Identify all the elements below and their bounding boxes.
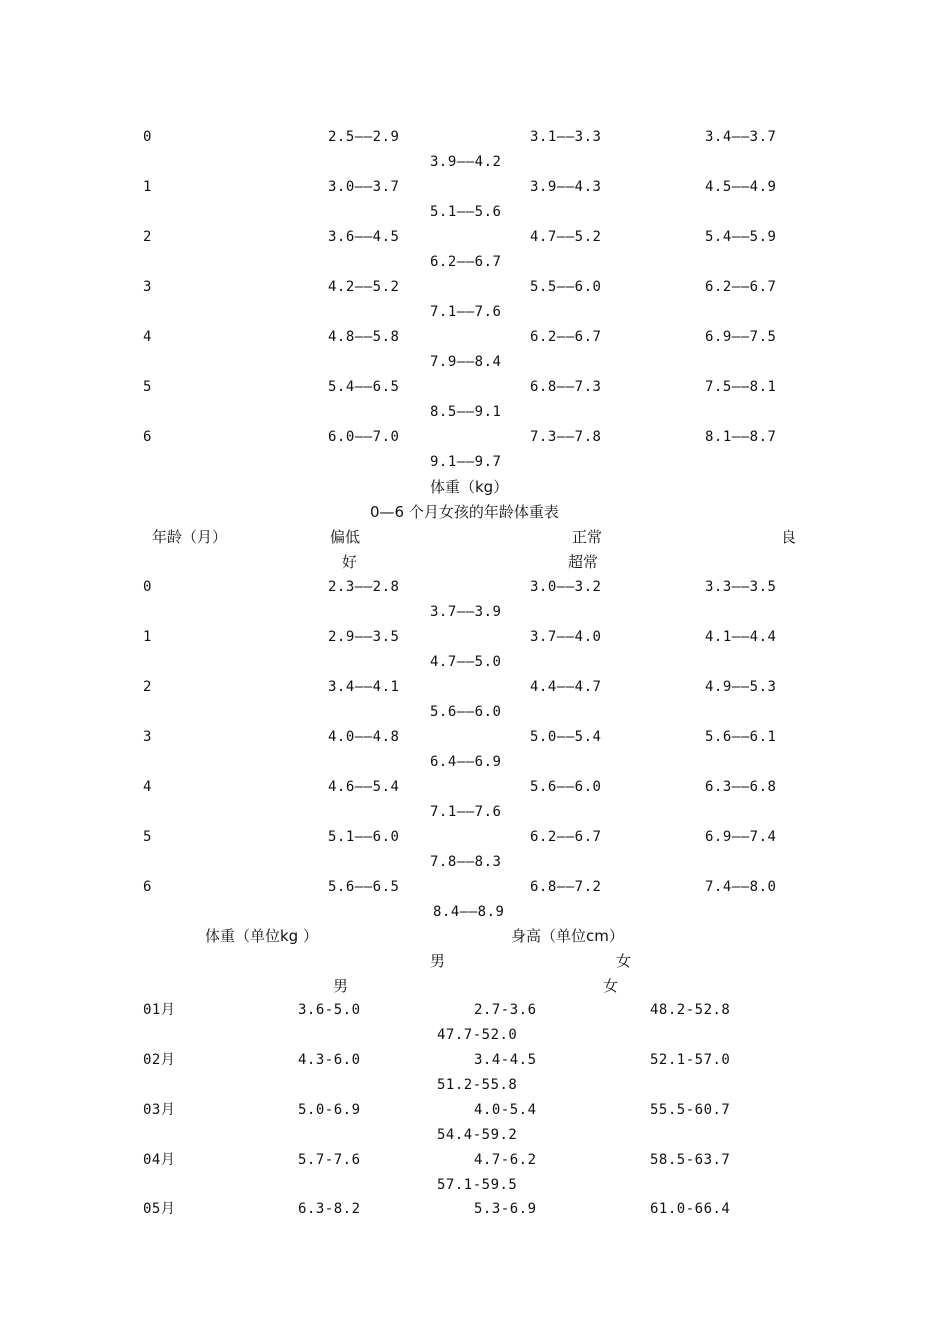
boys-good-cell: 6.2——6.7 xyxy=(705,279,777,295)
girls-low-cell: 2.3——2.8 xyxy=(328,579,400,595)
boys-low-cell: 5.4——6.5 xyxy=(328,379,400,395)
girls-normal-cell: 4.4——4.7 xyxy=(530,679,602,695)
girls-low-cell: 5.1——6.0 xyxy=(328,829,400,845)
boys-age-cell: 5 xyxy=(143,379,152,395)
male-weight-cell: 4.3-6.0 xyxy=(298,1052,361,1068)
girls-over-cell: 7.1——7.6 xyxy=(430,804,502,820)
weight-header: 体重（单位kg ） xyxy=(205,927,318,945)
female-height-cell: 51.2-55.8 xyxy=(437,1077,518,1093)
boys-good-cell: 7.5——8.1 xyxy=(705,379,777,395)
female-header: 女 xyxy=(616,952,632,970)
month-cell: 04月 xyxy=(143,1152,176,1168)
girls-good-cell: 4.9——5.3 xyxy=(705,679,777,695)
boys-over-cell: 5.1——5.6 xyxy=(430,204,502,220)
boys-good-cell: 8.1——8.7 xyxy=(705,429,777,445)
girls-good-cell: 6.3——6.8 xyxy=(705,779,777,795)
girls-over-cell: 8.4——8.9 xyxy=(433,904,505,920)
girls-over-cell: 6.4——6.9 xyxy=(430,754,502,770)
boys-over-cell: 6.2——6.7 xyxy=(430,254,502,270)
boys-good-cell: 3.4——3.7 xyxy=(705,129,777,145)
boys-low-cell: 2.5——2.9 xyxy=(328,129,400,145)
boys-good-cell: 6.9——7.5 xyxy=(705,329,777,345)
girls-low-cell: 4.6——5.4 xyxy=(328,779,400,795)
boys-low-cell: 3.6——4.5 xyxy=(328,229,400,245)
month-cell: 02月 xyxy=(143,1052,176,1068)
header-normal: 正常 xyxy=(572,528,603,546)
girls-age-cell: 4 xyxy=(143,779,152,795)
boys-over-cell: 9.1——9.7 xyxy=(430,454,502,470)
male-height-cell: 61.0-66.4 xyxy=(650,1201,731,1217)
male-height-cell: 48.2-52.8 xyxy=(650,1002,731,1018)
girls-normal-cell: 3.0——3.2 xyxy=(530,579,602,595)
boys-normal-cell: 4.7——5.2 xyxy=(530,229,602,245)
boys-normal-cell: 6.8——7.3 xyxy=(530,379,602,395)
female-height-cell: 57.1-59.5 xyxy=(437,1177,518,1193)
girls-good-cell: 6.9——7.4 xyxy=(705,829,777,845)
month-cell: 01月 xyxy=(143,1002,176,1018)
female-weight-cell: 2.7-3.6 xyxy=(474,1002,537,1018)
girls-age-cell: 0 xyxy=(143,579,152,595)
male-header: 男 xyxy=(430,952,446,970)
girls-normal-cell: 6.8——7.2 xyxy=(530,879,602,895)
male-height-cell: 52.1-57.0 xyxy=(650,1052,731,1068)
girls-good-cell: 4.1——4.4 xyxy=(705,629,777,645)
girls-age-cell: 2 xyxy=(143,679,152,695)
male-weight-cell: 5.0-6.9 xyxy=(298,1102,361,1118)
boys-normal-cell: 6.2——6.7 xyxy=(530,329,602,345)
girls-over-cell: 7.8——8.3 xyxy=(430,854,502,870)
boys-good-cell: 5.4——5.9 xyxy=(705,229,777,245)
header-low: 偏低 xyxy=(330,528,361,546)
boys-good-cell: 4.5——4.9 xyxy=(705,179,777,195)
girls-low-cell: 3.4——4.1 xyxy=(328,679,400,695)
boys-over-cell: 7.1——7.6 xyxy=(430,304,502,320)
height-header: 身高（单位cm） xyxy=(511,927,624,945)
header-good: 良 xyxy=(781,528,797,546)
boys-low-cell: 4.2——5.2 xyxy=(328,279,400,295)
girls-over-cell: 3.7——3.9 xyxy=(430,604,502,620)
boys-age-cell: 3 xyxy=(143,279,152,295)
girls-normal-cell: 6.2——6.7 xyxy=(530,829,602,845)
girls-low-cell: 2.9——3.5 xyxy=(328,629,400,645)
female-weight-cell: 5.3-6.9 xyxy=(474,1201,537,1217)
girls-normal-cell: 5.0——5.4 xyxy=(530,729,602,745)
girls-age-cell: 3 xyxy=(143,729,152,745)
boys-over-cell: 8.5——9.1 xyxy=(430,404,502,420)
male-weight-cell: 6.3-8.2 xyxy=(298,1201,361,1217)
girls-age-cell: 1 xyxy=(143,629,152,645)
header-over: 超常 xyxy=(568,553,599,571)
boys-low-cell: 6.0——7.0 xyxy=(328,429,400,445)
male-weight-cell: 3.6-5.0 xyxy=(298,1002,361,1018)
girls-normal-cell: 5.6——6.0 xyxy=(530,779,602,795)
girls-low-cell: 5.6——6.5 xyxy=(328,879,400,895)
weight-unit-label: 体重（kg） xyxy=(430,478,509,496)
boys-normal-cell: 3.9——4.3 xyxy=(530,179,602,195)
male-height-cell: 55.5-60.7 xyxy=(650,1102,731,1118)
boys-age-cell: 4 xyxy=(143,329,152,345)
female-height-cell: 47.7-52.0 xyxy=(437,1027,518,1043)
girls-age-cell: 6 xyxy=(143,879,152,895)
header-good-continued: 好 xyxy=(342,553,358,571)
female-weight-cell: 3.4-4.5 xyxy=(474,1052,537,1068)
female-height-cell: 54.4-59.2 xyxy=(437,1127,518,1143)
boys-normal-cell: 3.1——3.3 xyxy=(530,129,602,145)
girls-good-cell: 7.4——8.0 xyxy=(705,879,777,895)
girls-over-cell: 4.7——5.0 xyxy=(430,654,502,670)
boys-normal-cell: 7.3——7.8 xyxy=(530,429,602,445)
girls-over-cell: 5.6——6.0 xyxy=(430,704,502,720)
female-header: 女 xyxy=(603,977,619,995)
month-cell: 05月 xyxy=(143,1201,176,1217)
header-age: 年龄（月） xyxy=(152,528,228,546)
girls-normal-cell: 3.7——4.0 xyxy=(530,629,602,645)
boys-age-cell: 0 xyxy=(143,129,152,145)
month-cell: 03月 xyxy=(143,1102,176,1118)
male-weight-cell: 5.7-7.6 xyxy=(298,1152,361,1168)
girls-table-title: 0—6 个月女孩的年龄体重表 xyxy=(370,503,559,521)
boys-age-cell: 6 xyxy=(143,429,152,445)
boys-age-cell: 1 xyxy=(143,179,152,195)
boys-low-cell: 3.0——3.7 xyxy=(328,179,400,195)
boys-over-cell: 7.9——8.4 xyxy=(430,354,502,370)
male-header: 男 xyxy=(333,977,349,995)
boys-over-cell: 3.9——4.2 xyxy=(430,154,502,170)
girls-age-cell: 5 xyxy=(143,829,152,845)
female-weight-cell: 4.0-5.4 xyxy=(474,1102,537,1118)
male-height-cell: 58.5-63.7 xyxy=(650,1152,731,1168)
girls-low-cell: 4.0——4.8 xyxy=(328,729,400,745)
girls-good-cell: 5.6——6.1 xyxy=(705,729,777,745)
boys-normal-cell: 5.5——6.0 xyxy=(530,279,602,295)
female-weight-cell: 4.7-6.2 xyxy=(474,1152,537,1168)
girls-good-cell: 3.3——3.5 xyxy=(705,579,777,595)
boys-low-cell: 4.8——5.8 xyxy=(328,329,400,345)
boys-age-cell: 2 xyxy=(143,229,152,245)
